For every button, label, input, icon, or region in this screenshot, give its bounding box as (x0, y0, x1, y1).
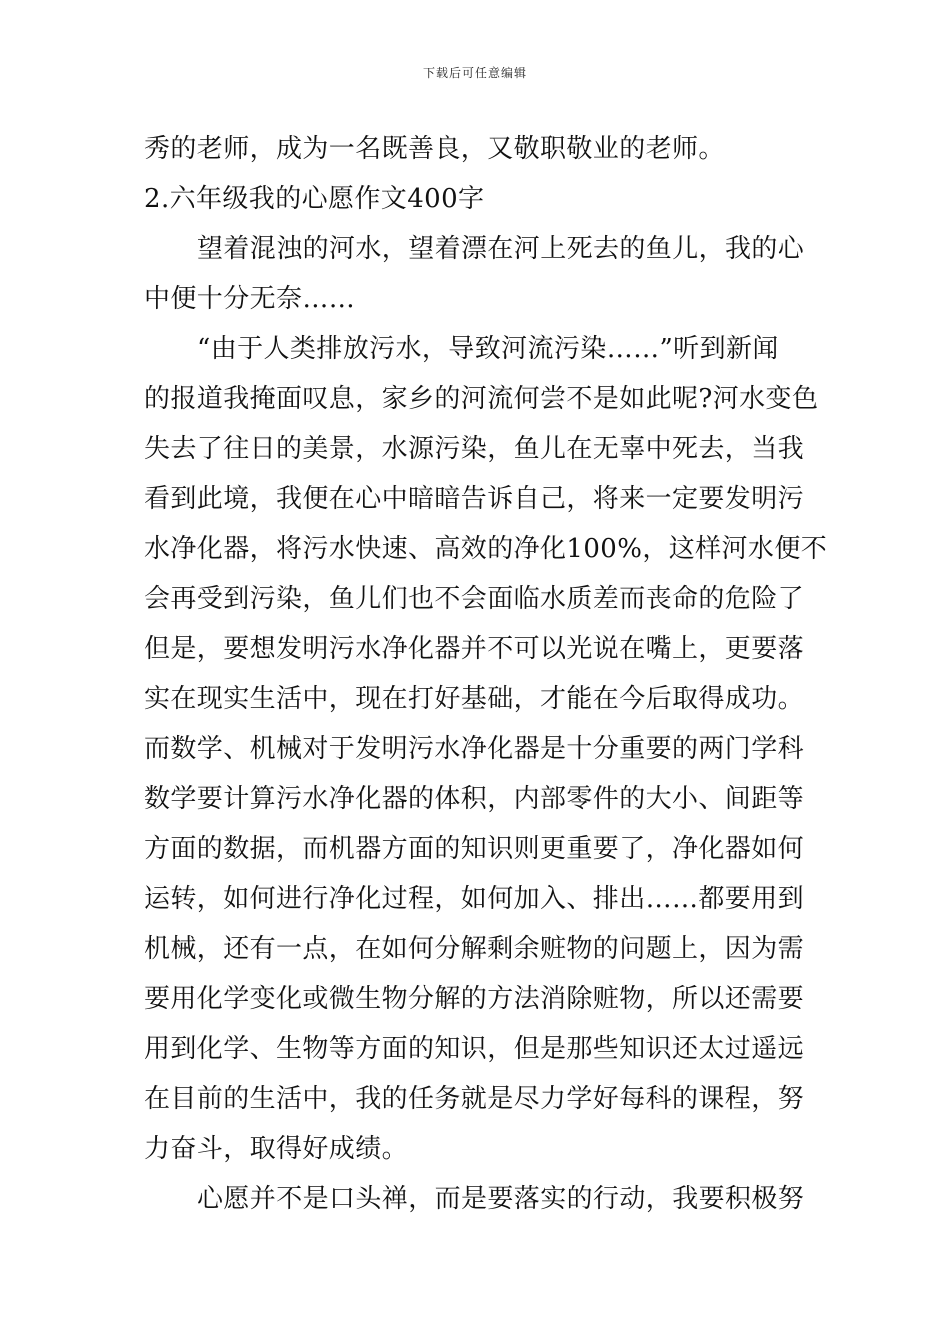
text-line: 实在现实生活中，现在打好基础，才能在今后取得成功。 (144, 684, 805, 714)
text-line: 而数学、机械对于发明污水净化器是十分重要的两门学科 (144, 734, 805, 764)
text-line: 在目前的生活中，我的任务就是尽力学好每科的课程，努 (144, 1084, 805, 1114)
text-line: 但是，要想发明污水净化器并不可以光说在嘴上，更要落 (144, 634, 805, 664)
text-line: 方面的数据，而机器方面的知识则更重要了，净化器如何 (144, 834, 805, 864)
text-line: 2.六年级我的心愿作文400字 (144, 184, 485, 214)
text-line: 要用化学变化或微生物分解的方法消除赃物，所以还需要 (144, 984, 805, 1014)
paragraph-first-line: 望着混浊的河水，望着漂在河上死去的鱼儿，我的心 (197, 234, 805, 264)
text-line: 的报道我掩面叹息，家乡的河流何尝不是如此呢?河水变色 (144, 384, 819, 414)
text-line: 会再受到污染，鱼儿们也不会面临水质差而丧命的危险了 (144, 584, 805, 614)
text-line: 失去了往日的美景，水源污染，鱼儿在无辜中死去，当我 (144, 434, 805, 464)
text-line: 机械，还有一点，在如何分解剩余赃物的问题上，因为需 (144, 934, 805, 964)
text-line: 水净化器，将污水快速、高效的净化100%，这样河水便不 (144, 534, 828, 564)
text-line: 中便十分无奈…… (144, 284, 356, 314)
text-line: 运转，如何进行净化过程，如何加入、排出……都要用到 (144, 884, 805, 914)
text-line: 数学要计算污水净化器的体积，内部零件的大小、间距等 (144, 784, 805, 814)
paragraph-first-line: “由于人类排放污水，导致河流污染……”听到新闻 (197, 334, 779, 364)
page-header: 下载后可任意编辑 (422, 66, 527, 80)
text-line: 秀的老师，成为一名既善良，又敬职敬业的老师。 (144, 134, 725, 164)
text-line: 看到此境，我便在心中暗暗告诉自己，将来一定要发明污 (144, 484, 805, 514)
text-line: 力奋斗，取得好成绩。 (144, 1134, 409, 1164)
paragraph-first-line: 心愿并不是口头禅，而是要落实的行动，我要积极努 (197, 1184, 805, 1214)
text-line: 用到化学、生物等方面的知识，但是那些知识还太过遥远 (144, 1034, 805, 1064)
